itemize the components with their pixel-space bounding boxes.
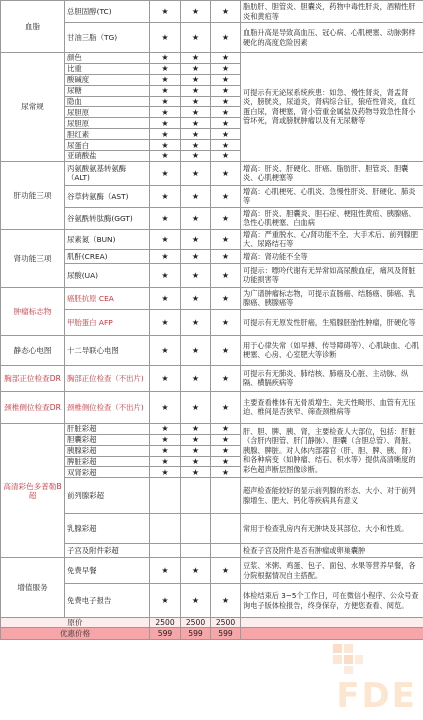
star-mark: ★ (211, 185, 241, 207)
item-cell: 子宫及附件彩超 (65, 544, 150, 558)
original-price-label: 原价 (1, 618, 150, 628)
item-cell: 谷草转氨酶（AST) (65, 185, 150, 207)
star-cell-empty (150, 478, 181, 514)
table-row (1, 207, 423, 229)
star-mark: ★ (181, 391, 211, 423)
star-mark: ★ (150, 129, 181, 140)
sale-price-label: 优惠价格 (1, 628, 150, 640)
star-mark: ★ (181, 161, 211, 185)
star-cell-empty (211, 514, 241, 544)
original-price-row (1, 618, 423, 628)
item-cell: 十二导联心电图 (65, 335, 150, 365)
star-mark: ★ (150, 74, 181, 85)
table-row (1, 391, 423, 423)
description-cell: 可提示有无原发性肝癌，生殖腺胚胎性肿瘤，肝硬化等 (241, 309, 423, 335)
item-cell: 胆囊彩超 (65, 434, 150, 445)
star-mark: ★ (211, 263, 241, 287)
sale-price-row (1, 628, 423, 640)
item-cell: 比重 (65, 63, 150, 74)
star-mark: ★ (211, 207, 241, 229)
description-cell: 超声检查能较好的显示前列腺的形态、大小、对于前列腺增生、肥大、钙化等疾病具有意义 (241, 478, 423, 514)
original-price-value: 2500 (181, 618, 211, 628)
description-cell: 主要查看椎体有无骨质增生、先天性畸形、血管有无压迫、椎间是否狭窄、筛查颈椎病等 (241, 391, 423, 423)
star-mark: ★ (181, 558, 211, 584)
table-row (1, 558, 423, 584)
table-row (1, 365, 423, 391)
category-cell: 肾功能三项 (1, 229, 65, 287)
star-mark: ★ (211, 391, 241, 423)
table-row (1, 249, 423, 263)
table-row (1, 584, 423, 618)
item-cell: 甘油三脂（TG) (65, 23, 150, 53)
star-mark: ★ (150, 558, 181, 584)
star-mark: ★ (150, 287, 181, 309)
star-mark: ★ (150, 151, 181, 162)
item-cell: 胆红素 (65, 129, 150, 140)
item-cell: 前列腺彩超 (65, 478, 150, 514)
table-row (1, 309, 423, 335)
star-mark: ★ (211, 151, 241, 162)
table-row (1, 423, 423, 434)
category-cell: 静态心电图 (1, 335, 65, 365)
table-row (1, 185, 423, 207)
star-mark: ★ (150, 249, 181, 263)
item-cell: 乳腺彩超 (65, 514, 150, 544)
item-cell: 丙氨酸氨基转氨酶（ALT) (65, 161, 150, 185)
star-mark: ★ (150, 53, 181, 64)
original-price-value: 2500 (211, 618, 241, 628)
star-mark: ★ (181, 107, 211, 118)
description-cell: 增高：肝炎、肝硬化、肝癌、脂肪肝、胆管炎、胆囊炎、心肌梗塞等 (241, 161, 423, 185)
star-mark: ★ (150, 335, 181, 365)
category-cell: 增值服务 (1, 558, 65, 618)
star-mark: ★ (181, 584, 211, 618)
table-row (1, 161, 423, 185)
item-cell: 隐血 (65, 96, 150, 107)
star-cell-empty (150, 514, 181, 544)
item-cell: 脾脏彩超 (65, 456, 150, 467)
star-mark: ★ (181, 423, 211, 434)
star-mark: ★ (181, 23, 211, 53)
star-mark: ★ (150, 96, 181, 107)
item-cell: 尿蛋白 (65, 140, 150, 151)
item-cell: 尿糖 (65, 85, 150, 96)
description-cell: 为广谱肿瘤标志物，可提示直肠癌、结肠癌、肺癌、乳腺癌、胰腺癌等 (241, 287, 423, 309)
star-mark: ★ (211, 118, 241, 129)
item-cell: 总胆固醇(TC) (65, 1, 150, 23)
item-cell: 免费早餐 (65, 558, 150, 584)
star-mark: ★ (181, 140, 211, 151)
item-cell: 颈椎侧位检查（不出片) (65, 391, 150, 423)
star-mark: ★ (211, 445, 241, 456)
star-mark: ★ (211, 107, 241, 118)
star-mark: ★ (150, 445, 181, 456)
star-mark: ★ (150, 456, 181, 467)
table-row (1, 478, 423, 514)
star-mark: ★ (211, 74, 241, 85)
category-cell: 胸部正位检查DR (1, 365, 65, 391)
star-mark: ★ (181, 309, 211, 335)
description-cell: 常用于检查乳房内有无肿块及其部位、大小和性质。 (241, 514, 423, 544)
star-mark: ★ (181, 53, 211, 64)
star-mark: ★ (150, 1, 181, 23)
description-cell: 可提示有无泌尿系统疾患：如急、慢性肾炎，肾盂肾炎，膀胱炎，尿道炎，肾病综合征，狼疮性肾炎，血红蛋白尿，肾梗塞，肾小管重金属盐及药物导致急性肾小管坏死，肾或膀胱肿瘤以及有无尿糖等 (241, 53, 423, 162)
star-mark: ★ (181, 229, 211, 249)
description-cell: 脂肪肝、胆管炎、胆囊炎，药物中毒性肝炎，酒精性肝炎和黄疸等 (241, 1, 423, 23)
table-row (1, 335, 423, 365)
star-mark: ★ (211, 309, 241, 335)
category-cell: 高清彩色多普勒B超 (1, 423, 65, 557)
item-cell: 酸碱度 (65, 74, 150, 85)
star-mark: ★ (211, 63, 241, 74)
description-cell: 增高：肾功能不全等 (241, 249, 423, 263)
star-mark: ★ (150, 263, 181, 287)
star-mark: ★ (150, 391, 181, 423)
star-mark: ★ (181, 74, 211, 85)
star-mark: ★ (181, 207, 211, 229)
item-cell: 尿酸(UA) (65, 263, 150, 287)
star-mark: ★ (150, 185, 181, 207)
star-mark: ★ (181, 335, 211, 365)
star-mark: ★ (211, 467, 241, 478)
star-mark: ★ (181, 96, 211, 107)
star-cell-empty (181, 544, 211, 558)
item-cell: 亚硝酸盐 (65, 151, 150, 162)
star-mark: ★ (181, 365, 211, 391)
star-mark: ★ (150, 23, 181, 53)
star-mark: ★ (181, 467, 211, 478)
item-cell: 肝脏彩超 (65, 423, 150, 434)
item-cell: 甲胎蛋白 AFP (65, 309, 150, 335)
star-mark: ★ (211, 229, 241, 249)
star-mark: ★ (211, 423, 241, 434)
original-price-value: 2500 (150, 618, 181, 628)
description-cell: 豆浆、米粥、鸡蛋、包子、面包、水果等营养早餐，各分院根据情况自主搭配。 (241, 558, 423, 584)
star-mark: ★ (150, 229, 181, 249)
description-cell: 血脂升高是导致高血压、冠心病、心肌梗塞、动脉粥样硬化的高度危险因素 (241, 23, 423, 53)
star-mark: ★ (211, 335, 241, 365)
star-mark: ★ (211, 129, 241, 140)
star-cell-empty (150, 544, 181, 558)
category-cell: 肿瘤标志物 (1, 287, 65, 335)
star-mark: ★ (211, 96, 241, 107)
description-cell: 增高：严重脱水、心/肾功能不全、大手术后、前列腺肥大、尿路结石等 (241, 229, 423, 249)
table-row (1, 229, 423, 249)
star-cell-empty (211, 478, 241, 514)
star-mark: ★ (211, 558, 241, 584)
star-mark: ★ (181, 151, 211, 162)
star-mark: ★ (150, 140, 181, 151)
star-mark: ★ (181, 249, 211, 263)
star-mark: ★ (150, 365, 181, 391)
item-cell: 免费电子报告 (65, 584, 150, 618)
star-mark: ★ (211, 249, 241, 263)
star-mark: ★ (211, 23, 241, 53)
star-mark: ★ (181, 1, 211, 23)
star-mark: ★ (211, 365, 241, 391)
description-cell: 可提示：嘌呤代谢有无异常如高尿酸血症，痛风及肾脏功能损害等 (241, 263, 423, 287)
item-cell: 尿胆原 (65, 118, 150, 129)
table-row (1, 514, 423, 544)
star-mark: ★ (181, 129, 211, 140)
star-mark: ★ (181, 85, 211, 96)
category-cell: 尿常规 (1, 53, 65, 162)
star-mark: ★ (150, 63, 181, 74)
star-mark: ★ (181, 185, 211, 207)
description-cell: 可提示有无肺炎、肺结核、肺癌及心脏、主动脉、纵隔、横膈疾病等 (241, 365, 423, 391)
star-mark: ★ (211, 434, 241, 445)
star-mark: ★ (150, 584, 181, 618)
star-mark: ★ (150, 161, 181, 185)
watermark-logo-icon (331, 642, 365, 676)
item-cell: 尿素氮（BUN) (65, 229, 150, 249)
star-mark: ★ (181, 287, 211, 309)
star-mark: ★ (150, 423, 181, 434)
star-mark: ★ (181, 434, 211, 445)
star-cell-empty (181, 514, 211, 544)
sale-price-value: 599 (211, 628, 241, 640)
star-mark: ★ (211, 85, 241, 96)
star-mark: ★ (150, 467, 181, 478)
star-cell-empty (181, 478, 211, 514)
item-cell: 胰腺彩超 (65, 445, 150, 456)
table-row (1, 53, 423, 64)
star-mark: ★ (211, 456, 241, 467)
item-cell: 胸部正位检查（不出片) (65, 365, 150, 391)
description-cell: 检查子宫及附件是否有肿瘤或卵巢囊肿 (241, 544, 423, 558)
star-mark: ★ (150, 309, 181, 335)
star-mark: ★ (211, 161, 241, 185)
star-cell-empty (211, 544, 241, 558)
empty-cell (241, 618, 423, 628)
table-row (1, 287, 423, 309)
star-mark: ★ (150, 207, 181, 229)
table-row (1, 23, 423, 53)
star-mark: ★ (181, 445, 211, 456)
category-cell: 肝功能三项 (1, 161, 65, 229)
star-mark: ★ (150, 85, 181, 96)
item-cell: 癌胚抗原 CEA (65, 287, 150, 309)
star-mark: ★ (150, 118, 181, 129)
item-cell: 肌酐(CREA) (65, 249, 150, 263)
description-cell: 体检结束后 3~5个工作日，可在微信小程序、公众号查询电子版体检报告，终身保存，方便您查看、阅览。 (241, 584, 423, 618)
star-mark: ★ (181, 118, 211, 129)
description-cell: 增高：肝炎、胆囊炎、胆石症、梗阻性黄疸、胰腺癌、急性心肌梗塞、白血病 (241, 207, 423, 229)
star-mark: ★ (181, 263, 211, 287)
description-cell: 增高：心肌梗死、心肌炎、急慢性肝炎、肝硬化、肺炎等 (241, 185, 423, 207)
star-mark: ★ (211, 1, 241, 23)
star-mark: ★ (181, 456, 211, 467)
item-cell: 尿胆原 (65, 107, 150, 118)
table-row (1, 263, 423, 287)
star-mark: ★ (150, 107, 181, 118)
star-mark: ★ (211, 287, 241, 309)
category-cell: 血脂 (1, 1, 65, 53)
table-row (1, 544, 423, 558)
item-cell: 双肾彩超 (65, 467, 150, 478)
star-mark: ★ (211, 584, 241, 618)
item-cell: 谷氨酰转肽酶(GGT) (65, 207, 150, 229)
watermark-text: FDE (336, 676, 417, 716)
star-mark: ★ (211, 140, 241, 151)
star-mark: ★ (181, 63, 211, 74)
star-mark: ★ (150, 434, 181, 445)
description-cell: 用于心律失常（如早搏、传导障碍等）、心肌缺血、心肌梗塞、心房、心室肥大等诊断 (241, 335, 423, 365)
sale-price-value: 599 (181, 628, 211, 640)
empty-cell (241, 628, 423, 640)
star-mark: ★ (211, 53, 241, 64)
description-cell: 肝、胆、脾、胰、肾，主要检查人大部位，包括：肝脏（含肝内胆管、肝门静脉）、胆囊（含胆总管）、肾脏、胰腺、脾脏。对人体内部器官（肝、胆、脾、胰、肾）和各种病变（如肿瘤、结石、积水等）提供高清晰度的彩色超声断层图像诊断。 (241, 423, 423, 477)
sale-price-value: 599 (150, 628, 181, 640)
table-row (1, 1, 423, 23)
category-cell: 颈椎侧位检查DR (1, 391, 65, 423)
item-cell: 颜色 (65, 53, 150, 64)
